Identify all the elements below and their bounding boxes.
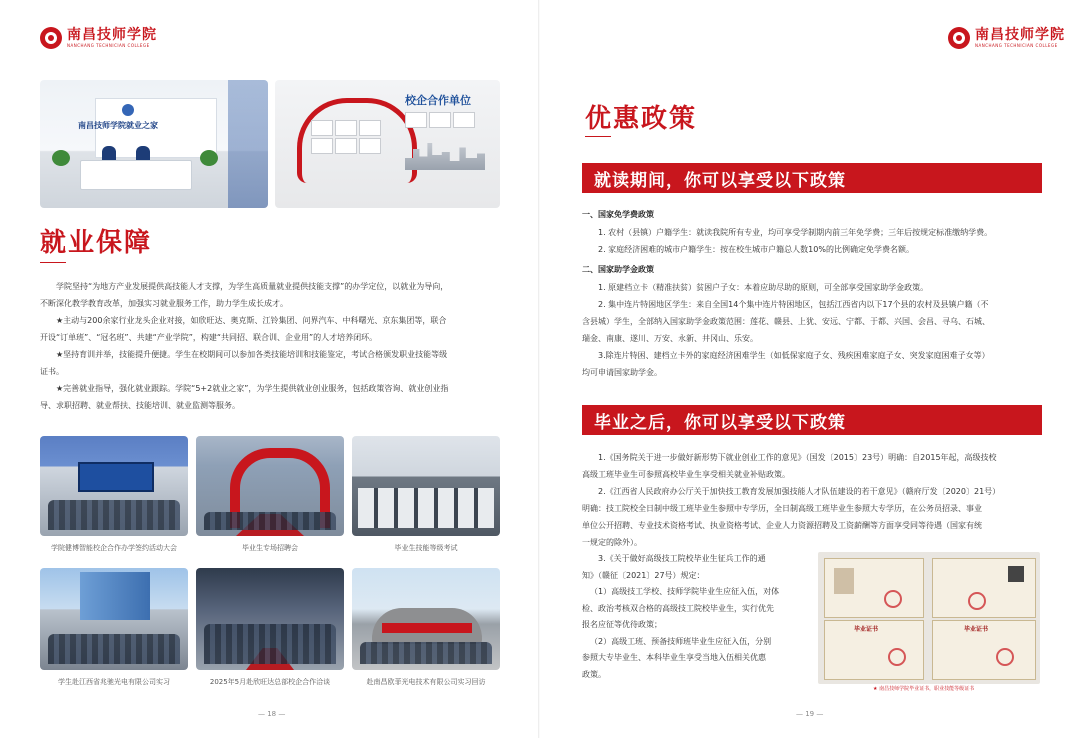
grant-text: 1. 原建档立卡（精准扶贫）贫困户子女：本着应助尽助的原则，可全部享受国家助学金政策。 2. 集中连片特困地区学生：来自全国14个集中连片特困地区，包括江西省内以下17个县的农村及县镇户籍（不 含县城）学生，全部纳入国家助学金政策范围：莲花、赣县、上犹、安远、宁都、于都、兴国、会昌、寻乌、石城、 瑞金、南康、遂川、万安、永新、井冈山、乐安。 3.除连片特困、建档立卡外的家庭经济困难学生（如低保家庭子女、残疾困难家庭子女、突发家庭困难子女等） 均可申请国家助学金。 [582,283,990,377]
college-name: 南昌技师学院 [975,27,1065,43]
caption-1: 学院健博智能校企合作办学签约活动大会 [51,544,177,552]
heading-underline [40,262,66,263]
policy-heading-underline [585,136,611,137]
college-emblem-icon [40,27,62,49]
during-study-bar: 就读期间，你可以享受以下政策 [582,163,1042,193]
page-number-right: — 19 — [796,710,824,718]
school-enterprise-wall-photo [275,80,500,208]
caption-5: 2025年5月赴欣旺达总部校企合作洽谈 [209,678,331,686]
enlistment-text: 3.《关于做好高级技工院校毕业生征兵工作的通 知》（赣征〔2021〕27号）规定： （1）高级技工学校、技师学院毕业生应征入伍，对体 检、政治考核双合格的高级技工院校毕业生，实行优先 报名应征等优待政策； （2）高级工班、预备技师班毕业生应征入伍，分别 参照大专毕业生、本科毕业生享受当地入伍相关优惠 政策。 [582,554,780,679]
caption-2: 毕业生专场招聘会 [242,544,298,552]
revisit-photo [352,568,500,670]
tuition-free-title: 一、国家免学费政策 [582,210,654,219]
caption-4: 学生赴江西省兆驰光电有限公司实习 [58,678,170,686]
job-fair-photo [196,436,344,536]
college-emblem-icon [948,27,970,49]
certificates-photo [818,552,1040,684]
certificate-caption: ★ 南昌技师学院毕业证书，职业技能等级证书 [873,686,975,692]
after-graduation-bar: 毕业之后，你可以享受以下政策 [582,405,1042,435]
college-name-en: NANCHANG TECHNICIAN COLLEGE [67,43,150,48]
grant-title: 二、国家助学金政策 [582,265,654,274]
certificate-title-1: 毕业证书 [854,626,879,633]
college-name: 南昌技师学院 [67,27,157,43]
college-name-en: NANCHANG TECHNICIAN COLLEGE [975,43,1058,48]
certificate-title-2: 毕业证书 [964,626,989,633]
enterprise-visit-photo [196,568,344,670]
employment-heading: 就业保障 [40,228,153,258]
employment-text: 学院坚持“为地方产业发展提供高技能人才支撑，为学生高质量就业提供技能支撑”的办学定位，以就业为导向， 不断深化教学教育改革，加强实习就业服务工作，助力学生成长成才。 ★主动与200余家行业龙头企业对接，如欣旺达、奥克斯、江铃集团、问界汽车、中科曙光、京东集团等，联合 开设“订单班”、“冠名班”、共建“产业学院”，构建“共同招、联合训、企业用”的人才培养闭环。 ★坚持育训并举，技能提升便捷。学生在校期间可以参加各类技能培训和技能鉴定，考试合格颁发职业技能等级 证书。 ★完善就业指导，强化就业跟踪。学院“5+2就业之家”，为学生提供就业创业服务，包括政策咨询、就业创业指 导、求职招聘、就业帮扶、技能培训、就业监测等服务。 [40,282,449,410]
caption-3: 毕业生技能等级考试 [394,544,458,552]
tuition-free-text: 1. 农村（县镇）户籍学生：就读我院所有专业，均可享受学制期内前三年免学费；三年后按规定标准缴纳学费。 2. 家庭经济困难的城市户籍学生：按在校生城市户籍总人数10%的比例确定免学费名额。 [598,228,993,254]
after-graduation-text: 1.《国务院关于进一步做好新形势下就业创业工作的意见》（国发〔2015〕23号）明确：自2015年起，高级技校 高级工班毕业生可参照高校毕业生享受相关就业补贴政策。 2.《江西省人民政府办公厅关于加快技工教育发展加强技能人才队伍建设的若干意见》（赣府厅发〔2020〕21号） 明确：技工院校全日制中级工班毕业生参照中专学历，全日制高级工班毕业生参照大专学历，在公务员招录、事业 单位公开招聘、专业技术资格考试、执业资格考试、企业人力资源招聘及工资薪酬等方面享受同等待遇（国家有统 一规定的除外）。 [582,453,1001,547]
college-logo-right [948,27,1065,49]
college-logo [40,27,157,49]
internship-photo [40,568,188,670]
policy-heading: 优惠政策 [585,104,698,134]
employment-center-sign: 南昌技师学院就业之家 [78,121,158,130]
skills-exam-photo [352,436,500,536]
employment-center-photo [40,80,268,208]
college-badge-icon [122,104,134,116]
page-number-left: — 18 — [258,710,286,718]
wall-title: 校企合作单位 [405,94,471,107]
caption-6: 赴南昌欧菲光电技术有限公司实习回访 [366,678,486,686]
signing-ceremony-photo [40,436,188,536]
